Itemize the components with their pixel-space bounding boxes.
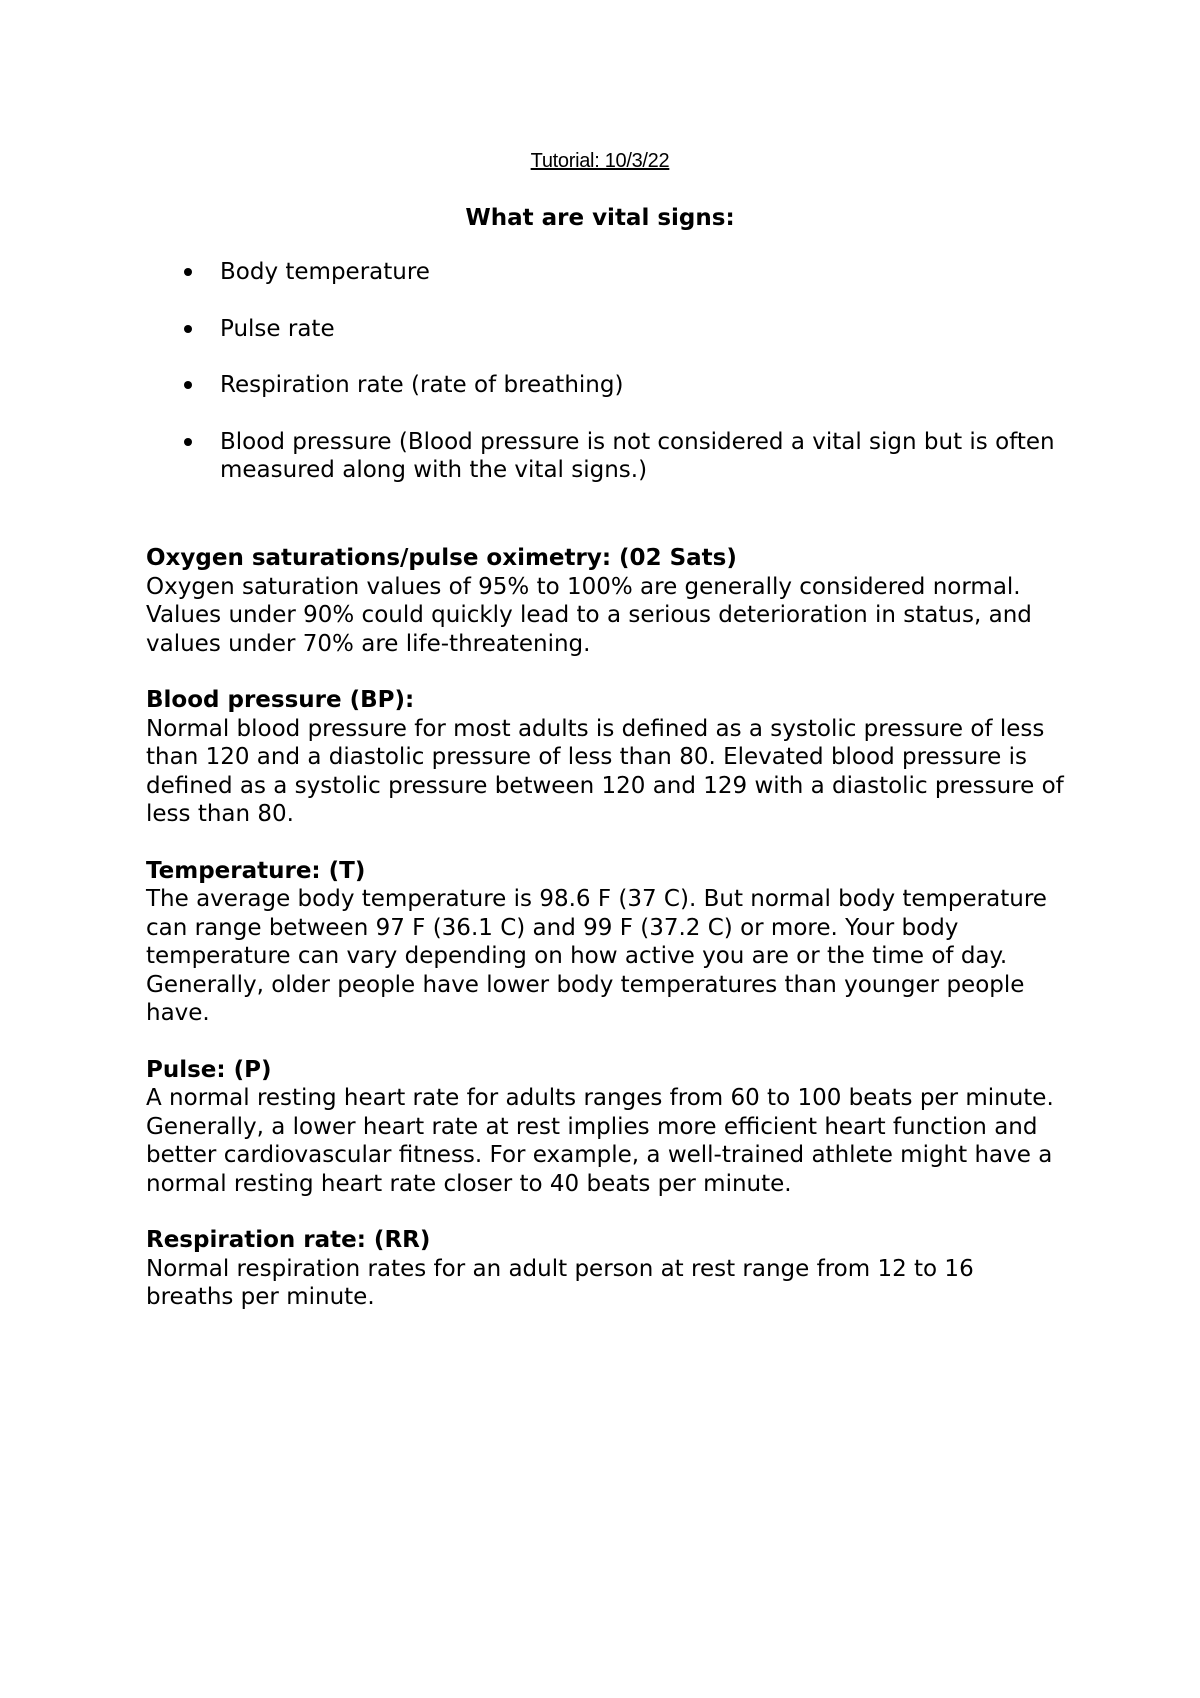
vital-signs-question: What are vital signs: [465, 205, 735, 231]
section-respiration-rate [146, 1226, 1066, 1312]
section-blood-pressure [146, 686, 1066, 829]
list-item [180, 258, 1060, 287]
bullet-icon [184, 268, 192, 276]
list-item-text: Body temperature [220, 259, 430, 285]
list-item-text: Respiration rate (rate of breathing) [220, 372, 624, 398]
section-heading: Pulse: (P) [146, 1056, 272, 1083]
list-item [180, 428, 1060, 485]
document-title: Tutorial: 10/3/22 [530, 150, 670, 172]
bullet-icon [184, 325, 192, 333]
section-body: Normal respiration rates for an adult person at rest range from 12 to 16 breaths per minute. [146, 1255, 974, 1310]
section-body: A normal resting heart rate for adults ranges from 60 to 100 beats per minute. Generally, a lower heart rate at rest implies more efficient heart function and better cardiovascular fitness. For example, a well-trained athlete might have a normal resting heart rate closer to 40 beats per minute. [146, 1085, 1054, 1197]
section-oxygen-saturation [146, 544, 1066, 658]
vital-signs-list [180, 258, 1060, 513]
list-item-text: Blood pressure (Blood pressure is not considered a vital sign but is often measured along with the vital signs.) [220, 428, 1055, 483]
section-temperature [146, 857, 1066, 1028]
section-body: The average body temperature is 98.6 F (37 C). But normal body temperature can range between 97 F (36.1 C) and 99 F (37.2 C) or more. Your body temperature can vary depending on how active you are or the time of day. Generally, older people have lower body temperatures than younger people have. [146, 886, 1047, 1026]
list-item-text: Pulse rate [220, 315, 335, 342]
list-item [180, 371, 1060, 400]
vital-sign-sections [146, 544, 1066, 1340]
section-heading: Oxygen saturations/pulse oximetry: (02 Sats) [146, 545, 737, 571]
section-heading: Blood pressure (BP): [146, 687, 415, 713]
section-body: Oxygen saturation values of 95% to 100% are generally considered normal. Values under 90% could quickly lead to a serious deterioration in status, and values under 70% are life-threatening. [146, 573, 1032, 657]
section-body: Normal blood pressure for most adults is defined as a systolic pressure of less than 120 and a diastolic pressure of less than 80. Elevated blood pressure is defined as a systolic pressure between 120 and 129 with a diastolic pressure of less than 80. [146, 715, 1064, 827]
bullet-icon [184, 381, 192, 389]
bullet-icon [184, 438, 192, 446]
section-heading: Respiration rate: (RR) [146, 1227, 431, 1253]
section-pulse [146, 1056, 1066, 1199]
section-heading: Temperature: (T) [146, 857, 366, 884]
list-item [180, 315, 1060, 344]
